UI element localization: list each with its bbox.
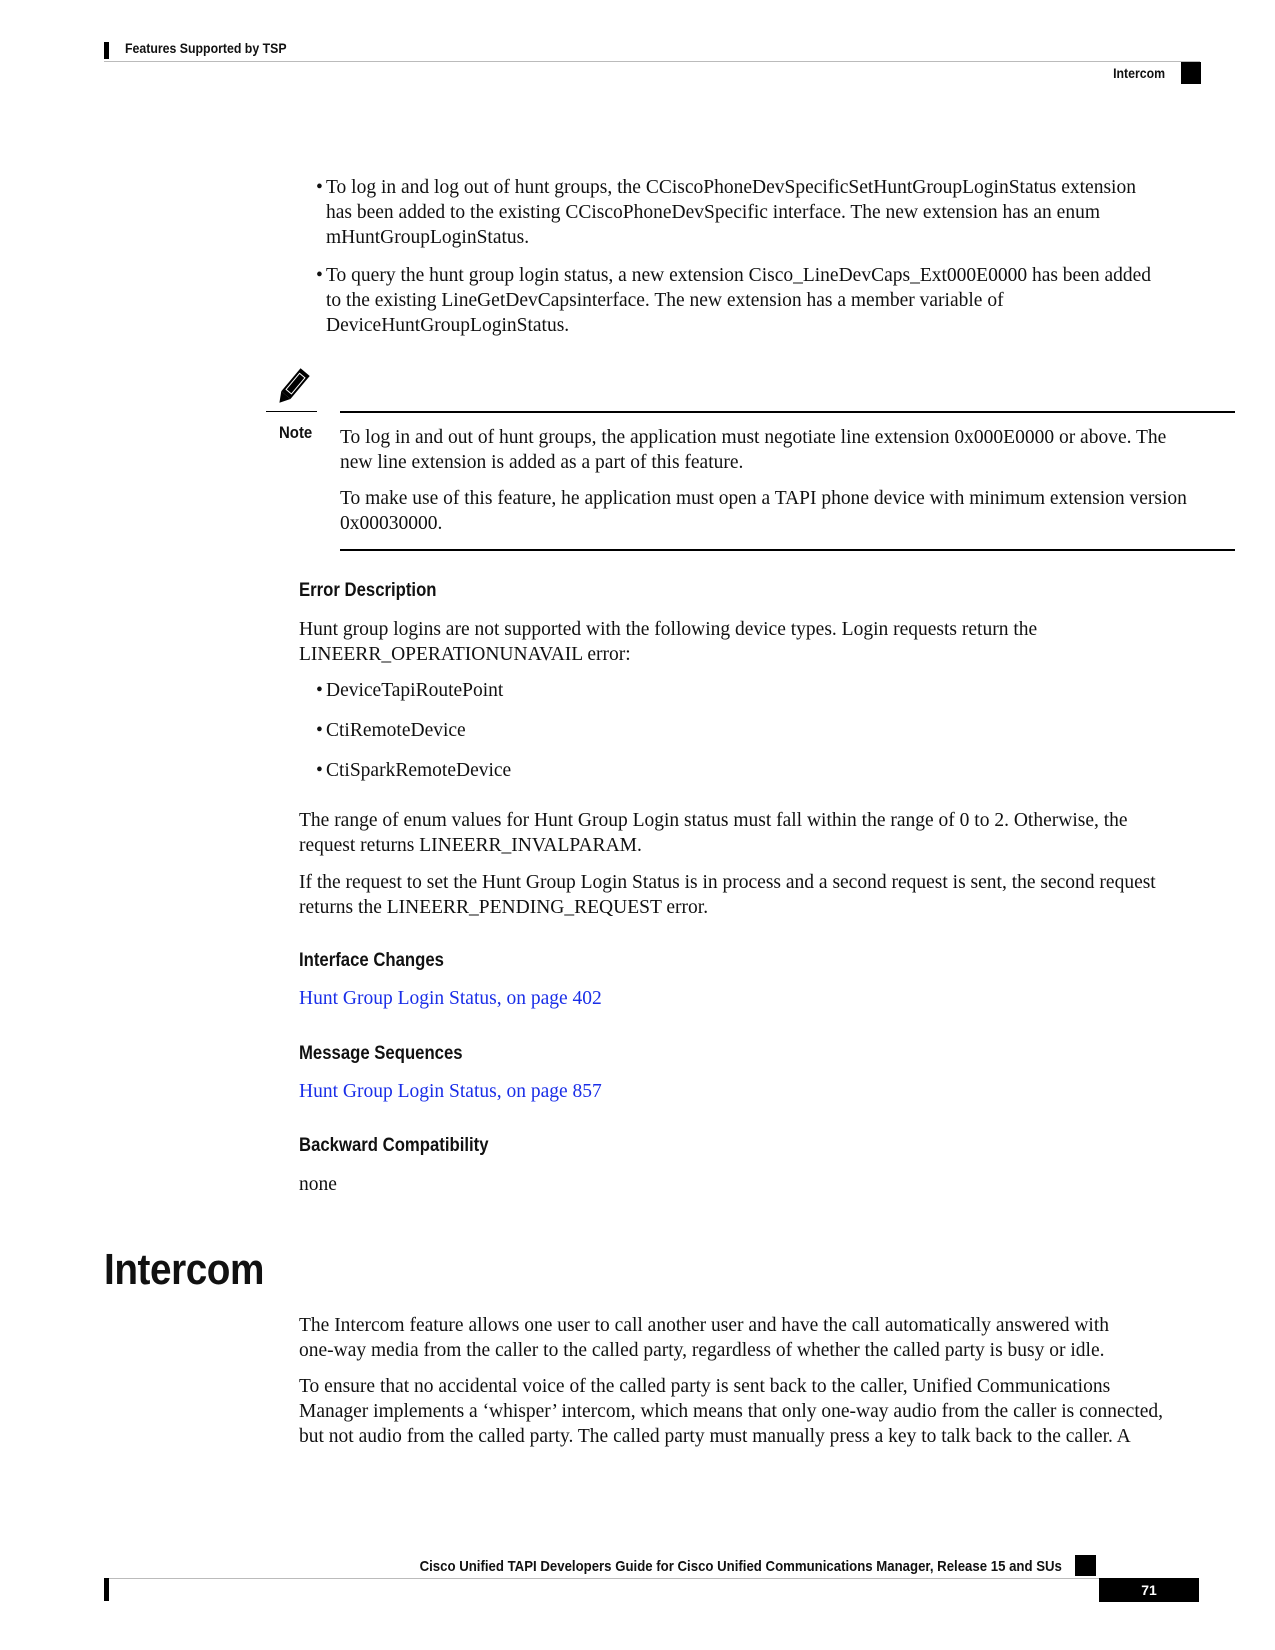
footer-block <box>1075 1555 1096 1576</box>
bullet-line: to the existing LineGetDevCapsinterface. The new extension has a member variable of <box>326 290 1004 311</box>
header-chapter-title: Features Supported by TSP <box>125 40 287 56</box>
device-type: CtiSparkRemoteDevice <box>326 760 512 781</box>
paragraph-line: If the request to set the Hunt Group Login Status is in process and a second request is sent, the second request <box>299 872 1156 893</box>
section-heading: Interface Changes <box>299 950 444 971</box>
device-type: CtiRemoteDevice <box>326 720 466 741</box>
paragraph-line: The range of enum values for Hunt Group Login status must fall within the range of 0 to 2. Otherwise, the <box>299 810 1128 831</box>
bullet-line: To query the hunt group login status, a new extension Cisco_LineDevCaps_Ext000E0000 has been added <box>326 265 1152 286</box>
note-line: new line extension is added as a part of this feature. <box>340 452 744 473</box>
footer-rule <box>104 1578 1099 1579</box>
header-left-bar <box>104 42 109 59</box>
note-line: 0x00030000. <box>340 513 443 534</box>
paragraph <box>299 870 1219 920</box>
note-paragraph <box>340 425 1240 475</box>
message-sequences-link[interactable]: Hunt Group Login Status, on page 857 <box>299 1081 602 1102</box>
note-paragraph <box>340 486 1240 536</box>
list-item: • To log in and log out of hunt groups, the CCiscoPhoneDevSpecificSetHuntGroupLoginStatus extension has been added to the existing CCiscoPhoneDevSpecific interface. The new extension has an enum mHuntGroupLoginStatus. <box>326 175 1206 250</box>
section-heading: Message Sequences <box>299 1043 463 1064</box>
paragraph-line: returns the LINEERR_PENDING_REQUEST error. <box>299 897 709 918</box>
paragraph-line: To ensure that no accidental voice of the called party is sent back to the caller, Unified Communications <box>299 1376 1111 1397</box>
footer-title: Cisco Unified TAPI Developers Guide for Cisco Unified Communications Manager, Release 15 and SUs <box>419 1558 1062 1575</box>
bullet-line: has been added to the existing CCiscoPhoneDevSpecific interface. The new extension has an enum <box>326 202 1101 223</box>
bullet-line: mHuntGroupLoginStatus. <box>326 227 530 248</box>
interface-changes-link[interactable]: Hunt Group Login Status, on page 402 <box>299 988 602 1009</box>
paragraph-line: Hunt group logins are not supported with the following device types. Login requests return the <box>299 619 1038 640</box>
section-heading: Backward Compatibility <box>299 1135 489 1156</box>
device-type: DeviceTapiRoutePoint <box>326 680 504 701</box>
paragraph-line: but not audio from the called party. The called party must manually press a key to talk back to the caller. A <box>299 1426 1131 1447</box>
note-bottom-rule <box>340 549 1235 551</box>
paragraph <box>299 617 1219 667</box>
note-icon-rule <box>266 411 317 412</box>
paragraph-line: request returns LINEERR_INVALPARAM. <box>299 835 642 856</box>
header-section-title: Intercom <box>1112 65 1165 81</box>
note-label: Note <box>279 423 313 442</box>
paragraph-line: one-way media from the caller to the called party, regardless of whether the called party is busy or idle. <box>299 1340 1105 1361</box>
note-line: To make use of this feature, he application must open a TAPI phone device with minimum extension version <box>340 488 1187 509</box>
page-title: Intercom <box>104 1245 265 1294</box>
bullet-line: DeviceHuntGroupLoginStatus. <box>326 315 570 336</box>
paragraph <box>299 808 1219 858</box>
list-item: • To query the hunt group login status, a new extension Cisco_LineDevCaps_Ext000E0000 has been added to the existing LineGetDevCapsinterface. The new extension has a member variable of DeviceHuntGroupLoginStatus. <box>326 263 1206 338</box>
note-line: To log in and out of hunt groups, the application must negotiate line extension 0x000E0000 or above. The <box>340 427 1167 448</box>
list-item: • CtiRemoteDevice <box>316 720 466 741</box>
paragraph-line: The Intercom feature allows one user to call another user and have the call automatically answered with <box>299 1315 1110 1336</box>
page-number: 71 <box>1099 1578 1199 1602</box>
note-top-rule <box>340 411 1235 413</box>
list-item: • CtiSparkRemoteDevice <box>316 760 512 781</box>
paragraph <box>299 1313 1229 1363</box>
footer-left-bar <box>104 1578 109 1601</box>
header-rule <box>104 61 1200 62</box>
header-right-block <box>1181 62 1201 84</box>
bullet-line: To log in and log out of hunt groups, the CCiscoPhoneDevSpecificSetHuntGroupLoginStatus extension <box>326 177 1136 198</box>
paragraph-line: Manager implements a ‘whisper’ intercom, which means that only one-way audio from the caller is connected, <box>299 1401 1164 1422</box>
paragraph-line: LINEERR_OPERATIONUNAVAIL error: <box>299 644 631 665</box>
paragraph <box>299 1374 1229 1449</box>
pencil-icon <box>266 367 318 411</box>
section-heading: Error Description <box>299 580 437 601</box>
list-item: • DeviceTapiRoutePoint <box>316 680 504 701</box>
backward-compatibility-text: none <box>299 1174 337 1195</box>
